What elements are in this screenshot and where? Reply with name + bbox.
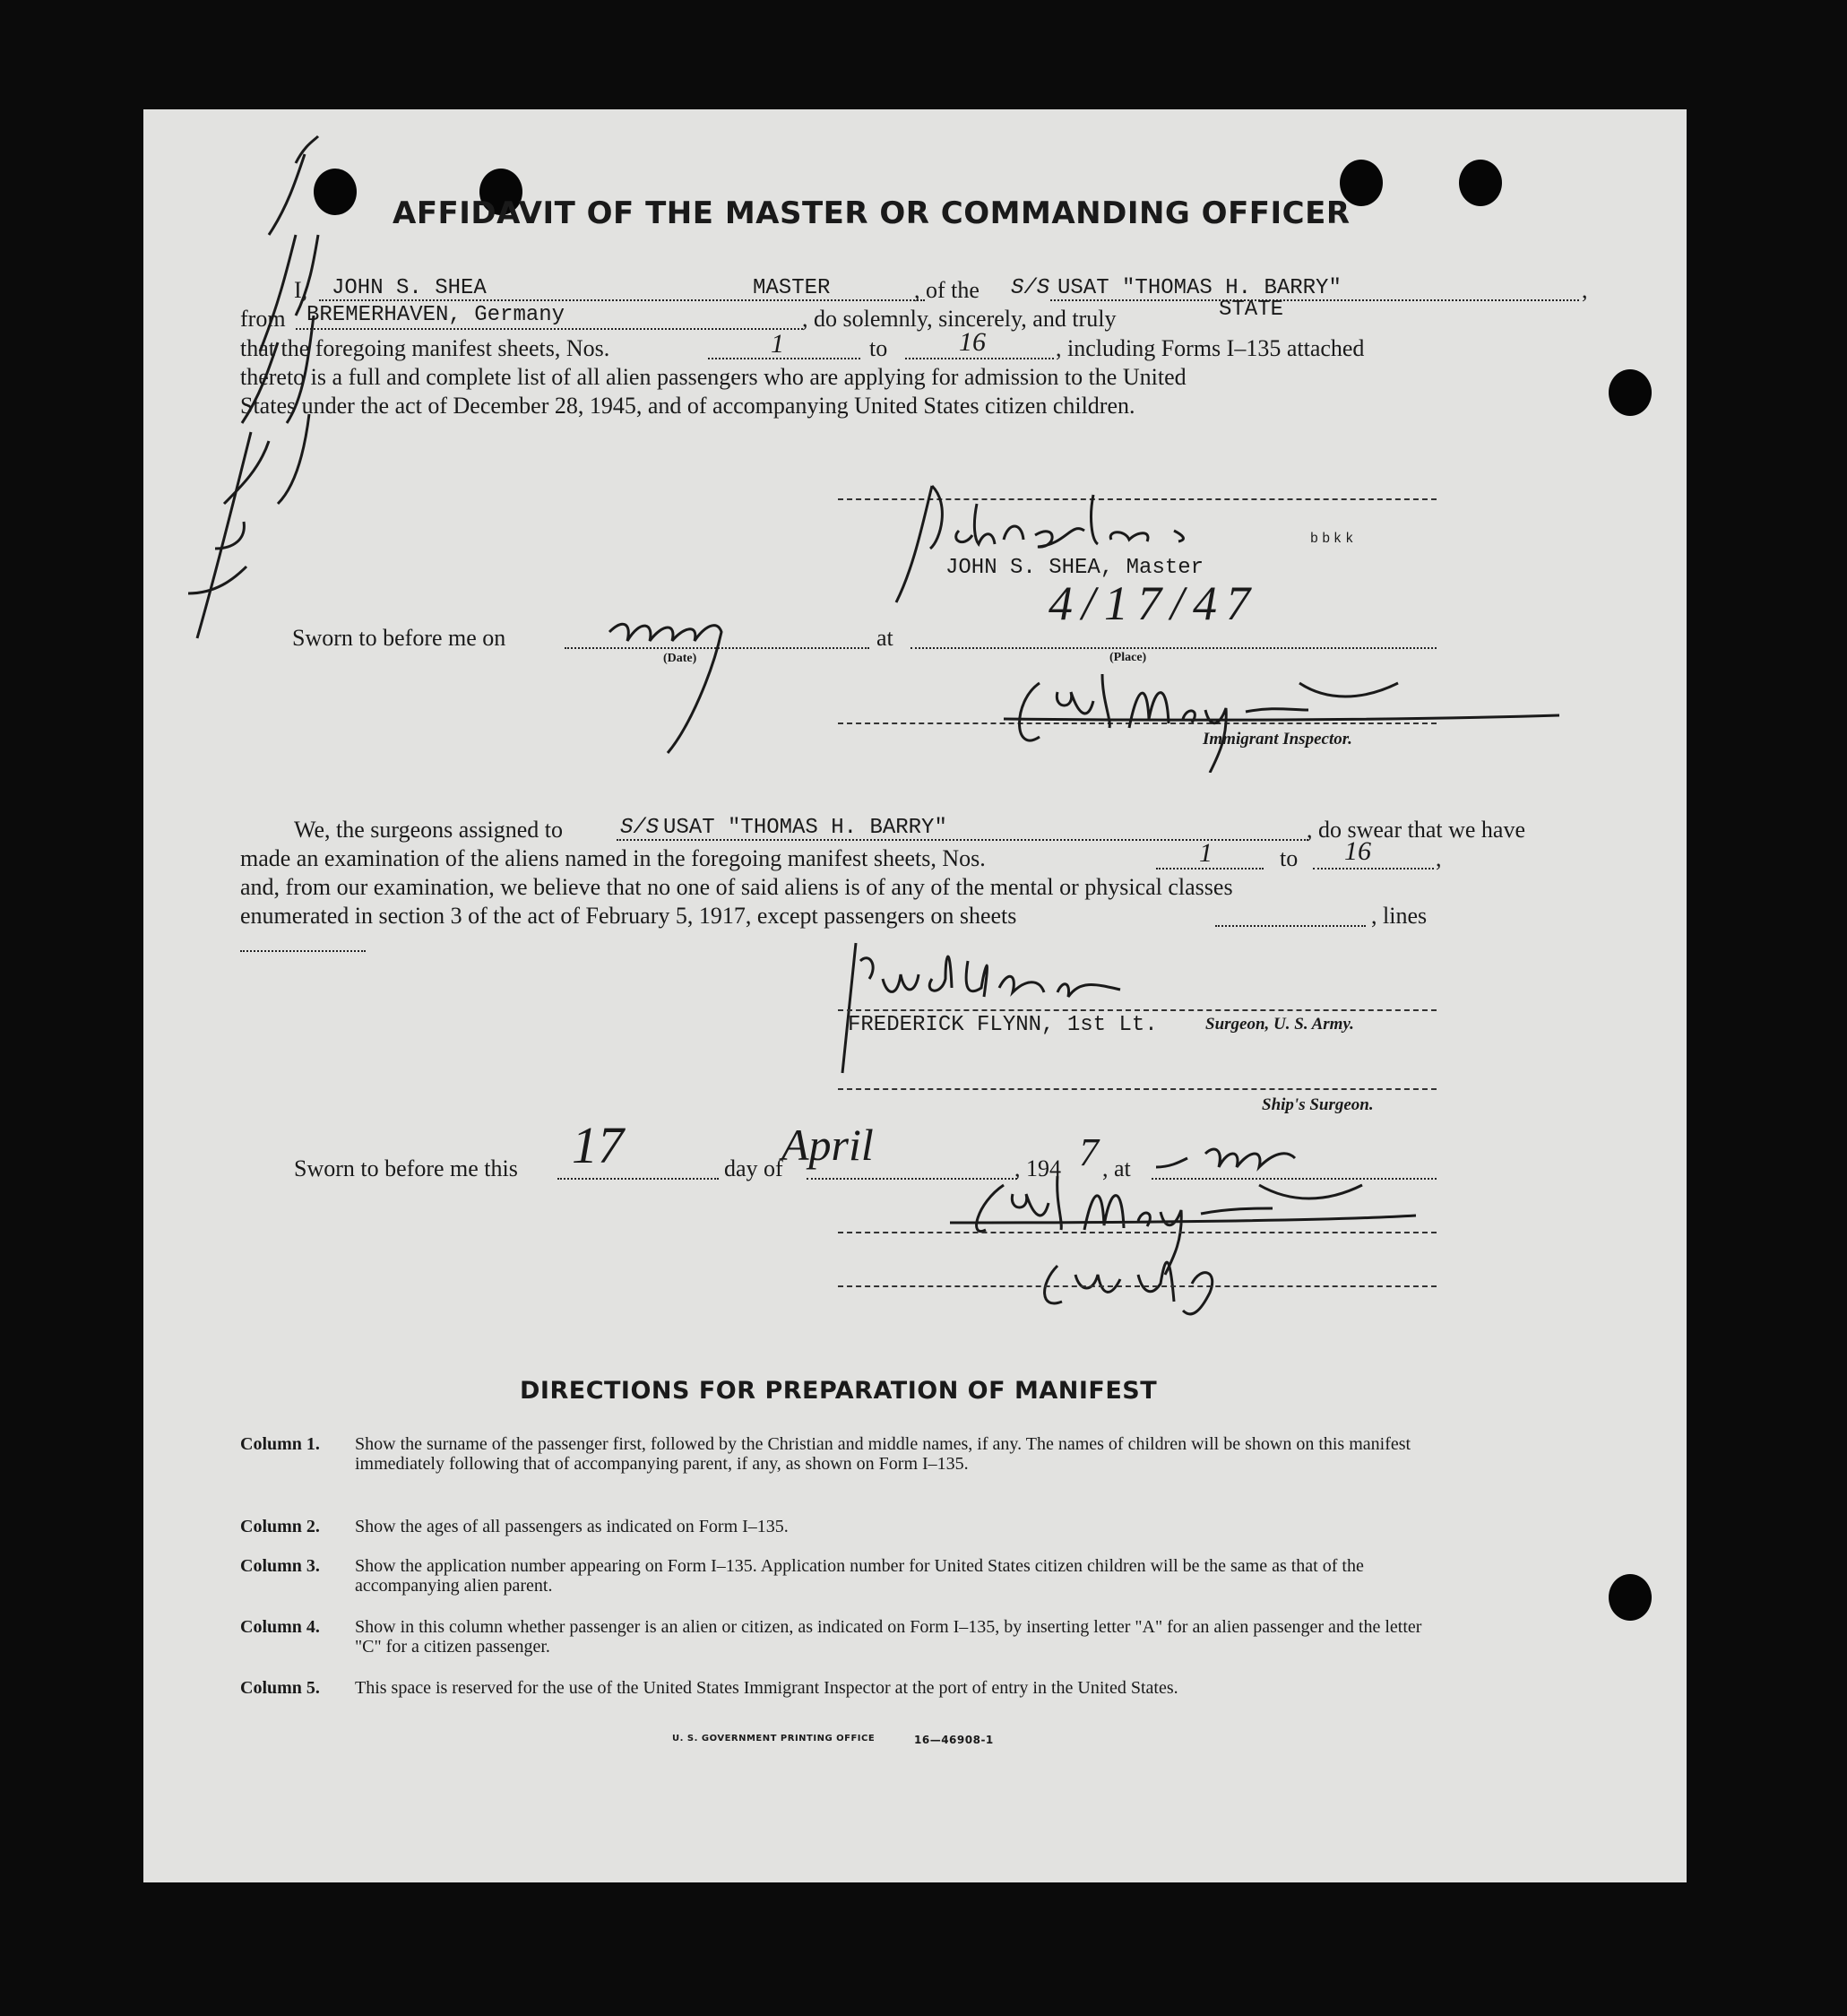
surgeons-line1-b: , do swear that we have bbox=[1307, 817, 1526, 843]
affidavit-line3: that the foregoing manifest sheets, Nos. bbox=[240, 335, 610, 361]
at-label: at bbox=[876, 625, 893, 651]
surgeons-to-label: to bbox=[1280, 845, 1299, 871]
sheet-to-value: 16 bbox=[959, 327, 986, 357]
punch-hole bbox=[314, 169, 357, 215]
of-the-label: , of the bbox=[914, 277, 980, 303]
sworn2-at: , at bbox=[1102, 1155, 1131, 1181]
sworn2-month: April bbox=[781, 1120, 874, 1170]
rank-field: MASTER bbox=[753, 276, 831, 300]
directions-item-text: Show the surname of the passenger first, followed by the Christian and middle names, if any. The names of children will be shown on this manifest immediately following that of accompanying parent, if any, as shown on Form I–135. bbox=[355, 1434, 1411, 1474]
affidavit-line3-b: , including Forms I–135 attached bbox=[1056, 335, 1365, 361]
sworn1-label: Sworn to before me on bbox=[292, 625, 506, 651]
directions-item-label: Column 5. bbox=[240, 1678, 320, 1698]
punch-hole bbox=[1609, 1574, 1652, 1621]
place-caption: (Place) bbox=[1109, 651, 1147, 664]
sworn2-handwritten-signatures bbox=[950, 1167, 1416, 1319]
directions-item-label: Column 2. bbox=[240, 1517, 320, 1536]
footer-printer: U. S. GOVERNMENT PRINTING OFFICE bbox=[672, 1734, 876, 1743]
surgeons-sheet-from: 1 bbox=[1199, 838, 1213, 868]
sworn2-year-digit: 7 bbox=[1079, 1130, 1099, 1174]
state-field: STATE bbox=[1219, 298, 1284, 322]
directions-item bbox=[240, 1556, 1441, 1596]
date-caption: (Date) bbox=[663, 652, 697, 665]
sheet-from-value: 1 bbox=[771, 329, 784, 359]
surgeons-line4-b: , lines bbox=[1371, 903, 1428, 929]
surgeons-ship-prefix: S/S bbox=[620, 816, 660, 840]
port-field: BREMERHAVEN, Germany bbox=[306, 303, 565, 327]
place-value: 4/17/47 bbox=[1049, 576, 1260, 630]
sworn2-day: 17 bbox=[572, 1116, 624, 1174]
surgeons-line1-a: We, the surgeons assigned to bbox=[294, 817, 563, 843]
affidavit-i: I, bbox=[294, 277, 308, 303]
sworn2-day-of: day of bbox=[724, 1155, 783, 1181]
surgeons-line3: and, from our examination, we believe that no one of said aliens is of any of the mental or physical classes bbox=[240, 874, 1233, 900]
surgeons-ship-name: USAT "THOMAS H. BARRY" bbox=[663, 816, 947, 840]
directions-title: DIRECTIONS FOR PREPARATION OF MANIFEST bbox=[520, 1377, 1158, 1405]
inspector-handwritten-signature bbox=[1004, 647, 1559, 773]
directions-item-label: Column 3. bbox=[240, 1556, 320, 1576]
surgeon-caption: Surgeon, U. S. Army. bbox=[1205, 1015, 1354, 1034]
surgeon-handwritten-signature bbox=[833, 925, 1210, 1077]
master-typed-name: JOHN S. SHEA, Master bbox=[945, 556, 1204, 580]
sworn2-place-handwritten-ny bbox=[1152, 1131, 1349, 1194]
directions-item-text: Show the application number appearing on Form I–135. Application number for United States citizen children will be the same as that of the accompanying alien parent. bbox=[355, 1556, 1364, 1596]
footer-form-number: 16—46908-1 bbox=[914, 1734, 994, 1746]
solemnly-label: , do solemnly, sincerely, and truly bbox=[802, 306, 1117, 332]
punch-hole bbox=[1459, 160, 1502, 206]
affidavit-line4: thereto is a full and complete list of all alien passengers who are applying for admission to the United bbox=[240, 364, 1187, 390]
ships-surgeon-caption: Ship's Surgeon. bbox=[1262, 1095, 1374, 1114]
directions-item bbox=[240, 1617, 1441, 1657]
directions-item-text: This space is reserved for the use of the United States Immigrant Inspector at the port of entry in the United States. bbox=[355, 1678, 1178, 1698]
directions-item-label: Column 4. bbox=[240, 1617, 320, 1637]
sworn2-year-prefix: , 194 bbox=[1014, 1155, 1061, 1181]
ship-prefix-field: S/S bbox=[1011, 276, 1050, 300]
surgeons-line4-a: enumerated in section 3 of the act of February 5, 1917, except passengers on sheets bbox=[240, 903, 1017, 929]
surgeons-sheet-to: 16 bbox=[1344, 836, 1371, 866]
directions-item-text: Show the ages of all passengers as indicated on Form I–135. bbox=[355, 1517, 789, 1536]
directions-item-text: Show in this column whether passenger is an alien or citizen, as indicated on Form I–135, by inserting letter "A" for an alien passenger and the letter "C" for a citizen passenger. bbox=[355, 1617, 1422, 1657]
directions-item bbox=[240, 1517, 1441, 1536]
punch-hole bbox=[1609, 369, 1652, 416]
initials-scrawl: ᵇᵇᵏᵏ bbox=[1308, 531, 1356, 553]
page-title: AFFIDAVIT OF THE MASTER OR COMMANDING OFFICER bbox=[393, 195, 1351, 231]
master-name-field: JOHN S. SHEA bbox=[332, 276, 487, 300]
to-label: to bbox=[869, 335, 888, 361]
inspector-caption: Immigrant Inspector. bbox=[1203, 730, 1352, 748]
affidavit-line5: States under the act of December 28, 1945, and of accompanying United States citizen children. bbox=[240, 393, 1135, 419]
sworn2-label: Sworn to before me this bbox=[294, 1155, 518, 1181]
directions-item-label: Column 1. bbox=[240, 1434, 320, 1454]
ship-name-field: USAT "THOMAS H. BARRY" bbox=[1057, 276, 1342, 300]
date-handwritten-ny bbox=[600, 601, 807, 762]
directions-item bbox=[240, 1434, 1441, 1474]
from-label: from bbox=[240, 306, 286, 332]
directions-item bbox=[240, 1678, 1441, 1698]
surgeon-typed-name: FREDERICK FLYNN, 1st Lt. bbox=[848, 1013, 1158, 1037]
surgeons-line2-a: made an examination of the aliens named in the foregoing manifest sheets, Nos. bbox=[240, 845, 986, 871]
document-page: AFFIDAVIT OF THE MASTER OR COMMANDING OFFICER I, JOHN S. SHEA MASTER , of the S/S USAT "THOMAS H. BARRY" , from BREMERHAVEN, Germany , do solemnly, sincerely, and truly STATE that the foregoing manifest sheets, Nos. 1 to 16 , including Forms I–135 attached thereto is a full and complete list of all alien passengers who are applying for admission to the United States under the act of December 28, 1945, and of accompanying United States citizen children. JOHN S. SHEA, Master ᵇᵇᵏᵏ Sworn to before me on (Date) at 4/17/47 (Place) Immigrant Inspector. We, the surgeons assigned to S/S USAT "THOMAS H. BARRY" , do swear that we have made an examination of the aliens named in the foregoing manifest sheets, Nos. 1 to 16 , and, from our examination, we believe that no one of said aliens is of any of the mental or physical classes enumerated in section 3 of the act of February 5, 1917, except passengers on sheets , lines FREDERICK FLYNN, 1st Lt. Surgeon, U. S. Army. Ship's Surgeon. Sworn to before me this 17 day of April , 194 7 , at DIRECTIONS FOR PREPARATION OF MANIFEST Column 1. Show the surname of the passenger first, followed by the Christian and middle names, if any. The names of children will be shown on this manifest immediately following that of accompanying parent, if any, as shown on Form I–135. Column 2. Show the ages of all passengers as indicated on Form I–135. Column 3. Show the application number appearing on Form I–135. Application number for United States citizen children will be the same as that of the accompanying alien parent. Column 4. Show in this column whether passenger is an alien or citizen, as indicated on Form I–135, by inserting letter "A" for an alien passenger and the letter "C" for a citizen passenger. Column 5. This space is reserved for the use of the United States Immigrant Inspector at the port of entry in the United States. U. S. GOVERNMENT PRINTING OFFICE 16—46908-1 bbox=[143, 109, 1687, 1882]
